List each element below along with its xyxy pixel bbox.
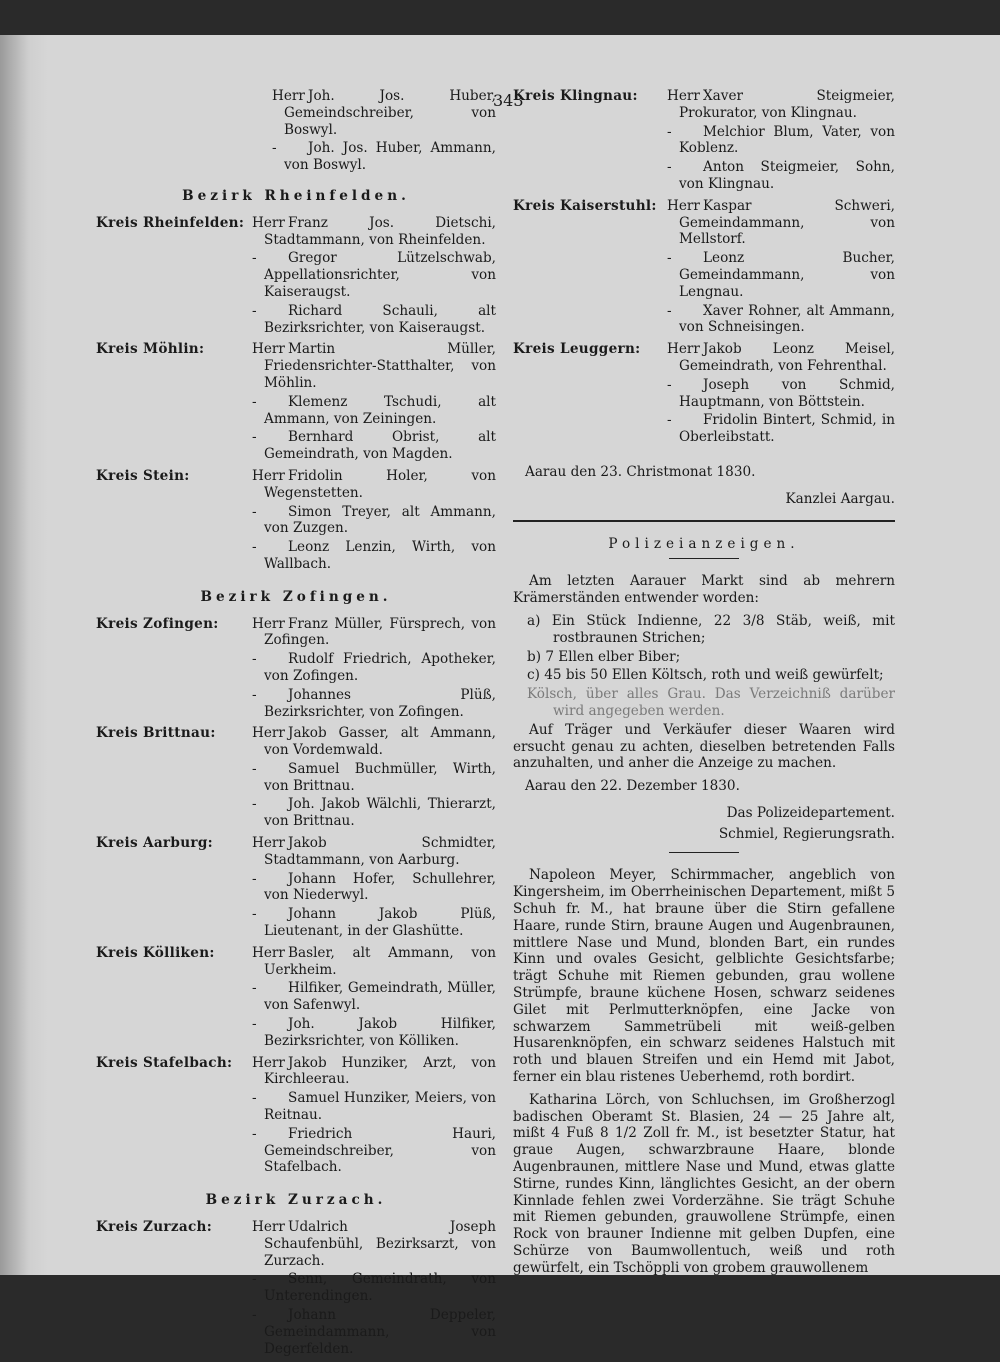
list-item: - Johannes Plüß, Bezirksrichter, von Zofingen. [252, 686, 496, 720]
list-item: - Bernhard Obrist, alt Gemeindrath, von Magden. [252, 429, 496, 463]
list-item: Herr Franz Müller, Fürsprech, von Zofingen. [252, 615, 496, 649]
divider [669, 558, 739, 559]
list-item: - Joh. Jakob Wälchli, Thierarzt, von Brittnau. [252, 796, 496, 830]
list-item: - Leonz Lenzin, Wirth, von Wallbach. [252, 539, 496, 572]
kreis-group [96, 1055, 496, 1179]
kreis-label: Kreis Zurzach: [96, 1219, 213, 1236]
list-item: Herr Martin Müller, Friedensrichter-Statthalter, von Möhlin. [252, 341, 496, 391]
kreis-label: Kreis Kölliken: [96, 944, 215, 961]
date-line: Aarau den 22. Dezember 1830. [525, 778, 740, 795]
list-item: - Fridolin Bintert, Schmid, in Oberleibstatt. [667, 412, 895, 446]
kreis-group [96, 835, 496, 942]
list-item: - Johann Deppeler, Gemeindammann, von Degerfelden. [252, 1307, 496, 1357]
kreis-group [96, 215, 496, 339]
list-item: Herr Joh. Jos. Huber, Gemeindschreiber, von Boswyl. [272, 88, 496, 138]
kreis-label: Kreis Aarburg: [96, 835, 213, 852]
notice-intro: Am letzten Aarauer Markt sind ab mehrern Krämerständen entwender worden: [513, 573, 895, 607]
section-heading-rheinfelden: Bezirk Rheinfelden. [182, 187, 410, 204]
list-item: - Rudolf Friedrich, Apotheker, von Zofingen. [252, 651, 496, 684]
list-item: - Joseph von Schmid, Hauptmann, von Böttstein. [667, 376, 895, 410]
list-item: - Anton Steigmeier, Sohn, von Klingnau. [667, 159, 895, 192]
kreis-group [513, 198, 895, 338]
list-item: - Samuel Buchmüller, Wirth, von Brittnau. [252, 760, 496, 794]
list-item: - Hilfiker, Gemeindrath, Müller, von Safenwyl. [252, 980, 496, 1014]
list-item: - Gregor Lützelschwab, Appellationsrichter, von Kaiseraugst. [252, 250, 496, 300]
kreis-label: Kreis Stein: [96, 467, 190, 484]
list-item: - Friedrich Hauri, Gemeindschreiber, von Stafelbach. [252, 1125, 496, 1176]
list-item: - Johann Jakob Plüß, Lieutenant, in der Glashütte. [252, 906, 496, 940]
list-item: Herr Basler, alt Ammann, von Uerkheim. [252, 944, 496, 978]
page-number: 343 [493, 91, 524, 110]
list-item: - Senn, Gemeindrath, von Unterendingen. [252, 1271, 496, 1305]
list-item: c) 45 bis 50 Ellen Költsch, roth und weiß gewürfelt; [527, 667, 884, 684]
list-item: Herr Jakob Leonz Meisel, Gemeindrath, von Fehrenthal. [667, 341, 895, 374]
list-item: b) 7 Ellen elber Biber; [527, 648, 681, 665]
list-item: Herr Jakob Gasser, alt Ammann, von Vordemwald. [252, 725, 496, 759]
list-item: Herr Franz Jos. Dietschi, Stadtammann, von Rheinfelden. [252, 214, 496, 248]
kreis-label: Kreis Kaiserstuhl: [513, 197, 657, 214]
divider [669, 852, 739, 853]
signature: Schmiel, Regierungsrath. [718, 825, 895, 842]
kreis-label: Kreis Brittnau: [96, 725, 216, 742]
section-heading-zofingen: Bezirk Zofingen. [200, 588, 392, 605]
right-column [513, 88, 895, 1283]
kreis-group [96, 341, 496, 465]
list-item: Kölsch, über alles Grau. Das Verzeichniß darüber wird angegeben werden. [527, 686, 895, 719]
kreis-label: Kreis Stafelbach: [96, 1054, 233, 1071]
section-heading-police: Polizeianzeigen. [608, 535, 800, 552]
left-column [96, 88, 496, 1362]
description-paragraph: Katharina Lörch, von Schluchsen, im Großherzogl badischen Oberamt St. Blasien, 24 — 25 Jahre alt, mißt 4 Fuß 8 1/2 Zoll fr. M., ist besetzter Statur, hat graue Augen, schwarzbraune Haare, blonde Augenbraunen, mittlere Nase und Mund, etwas glatte Stirne, rundes Kinn, länglichtes Gesicht, an der obern Kinnlade fehlen zwei Vorderzähne. Sie trägt Schuhe mit Riemen gebunden, grauwollene Strümpfe, einen Rock von brauner Indienne mit gelben Dupfen, eine Schürze von Baumwollentuch, weiß und roth gewürfelt, ein Tschöppli von grobem grauwollenem [513, 1091, 895, 1276]
list-item: - Johann Hofer, Schullehrer, von Niederwyl. [252, 870, 496, 904]
list-item: Herr Xaver Steigmeier, Prokurator, von Klingnau. [667, 88, 895, 121]
signature: Kanzlei Aargau. [785, 490, 895, 507]
kreis-group [96, 616, 496, 723]
description-paragraph: Napoleon Meyer, Schirmmacher, angeblich von Kingersheim, im Oberrheinischen Departement, mißt 5 Schuh fr. M., hat braune über die Stirn gefallene Haare, runde Stirn, braune Augen und Augenbraunen, mittlere Nase und Mund, blonden Bart, ein rundes Kinn und ovales Gesicht, gelblichte Gesichtsfarbe; trägt Schuhe mit Riemen gebunden, grau wollene Strümpfe, braune küchene Hosen, schwarz seidenes Gilet mit Perlmutterknöpfen, eine Jacke von schwarzem Sammetrübeli mit weiß-gelben Husarenknöpfen, ein schwarz seidenes Halstuch mit roth und blauen Streifen und ein Hemd mit Jabot, ferner ein blau ristenes Ueberhemd, roth bordirt. [513, 867, 895, 1086]
list-item: - Simon Treyer, alt Ammann, von Zuzgen. [252, 503, 496, 537]
list-item: Herr Jakob Schmidter, Stadtammann, von Aarburg. [252, 835, 496, 868]
kreis-label: Kreis Zofingen: [96, 615, 219, 632]
list-item: - Xaver Rohner, alt Ammann, von Schneisingen. [667, 302, 895, 336]
list-item: - Leonz Bucher, Gemeindammann, von Lengnau. [667, 250, 895, 300]
top-entries [96, 88, 496, 174]
list-item: - Klemenz Tschudi, alt Ammann, von Zeiningen. [252, 393, 496, 427]
section-heading-zurzach: Bezirk Zurzach. [205, 1192, 387, 1209]
divider [513, 520, 895, 522]
kreis-label: Kreis Leuggern: [513, 341, 641, 358]
list-item: - Richard Schauli, alt Bezirksrichter, von Kaiseraugst. [252, 302, 496, 336]
kreis-group [96, 1219, 496, 1359]
kreis-group [513, 88, 895, 195]
signature: Das Polizeidepartement. [726, 804, 895, 821]
list-item: - Joh. Jakob Hilfiker, Bezirksrichter, von Kölliken. [252, 1016, 496, 1049]
kreis-group [96, 468, 496, 575]
list-item: Herr Kaspar Schweri, Gemeindammann, von Mellstorf. [667, 197, 895, 248]
list-item: - Samuel Hunziker, Meiers, von Reitnau. [252, 1090, 496, 1124]
kreis-group [513, 341, 895, 448]
list-item: - Joh. Jos. Huber, Ammann, von Boswyl. [272, 140, 496, 174]
kreis-label: Kreis Rheinfelden: [96, 214, 245, 231]
kreis-label: Kreis Klingnau: [513, 88, 638, 104]
date-line: Aarau den 23. Christmonat 1830. [525, 463, 756, 480]
list-item: - Melchior Blum, Vater, von Koblenz. [667, 123, 895, 157]
list-item: a) Ein Stück Indienne, 22 3/8 Stäb, weiß, mit rostbraunen Strichen; [527, 612, 895, 646]
list-item: Herr Fridolin Holer, von Wegenstetten. [252, 467, 496, 501]
list-item: Herr Jakob Hunziker, Arzt, von Kirchleerau. [252, 1054, 496, 1088]
kreis-group [96, 725, 496, 832]
kreis-label: Kreis Möhlin: [96, 341, 205, 358]
list-item: Herr Udalrich Joseph Schaufenbühl, Bezirksarzt, von Zurzach. [252, 1219, 496, 1269]
kreis-group [96, 945, 496, 1052]
notice-body: Auf Träger und Verkäufer dieser Waaren wird ersucht genau zu achten, dieselben betretenden Falls anzuhalten, und anher die Anzeige zu machen. [513, 721, 895, 772]
